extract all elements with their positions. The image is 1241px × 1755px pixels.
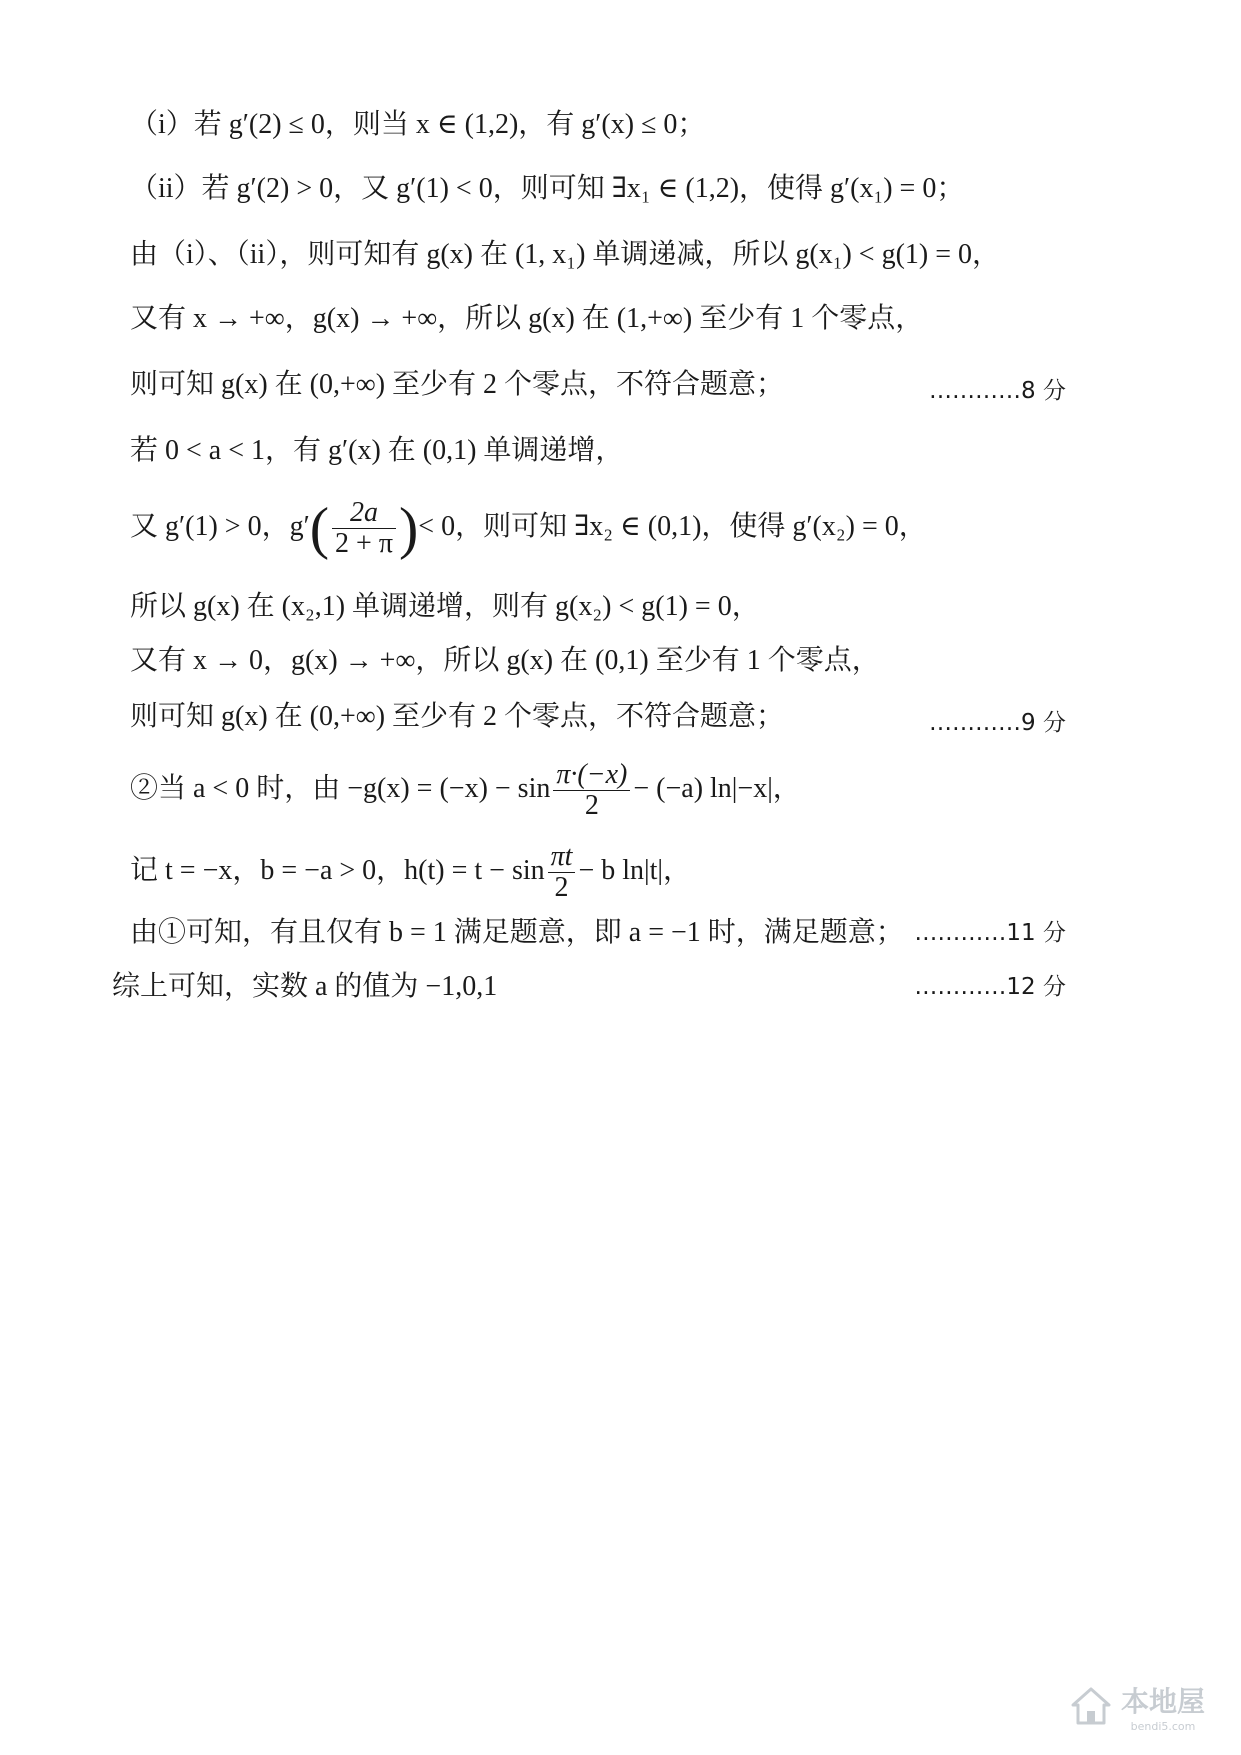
line-limit-zero: 又有 x → 0，g(x) → +∞，所以 g(x) 在 (0,1) 至少有 1 个零点， — [130, 645, 880, 676]
fraction-2a-over-2-plus-pi — [332, 498, 396, 559]
fraction-numerator: 2a — [332, 498, 396, 529]
line-conclusion-2: 则可知 g(x) 在 (0,+∞) 至少有 2 个零点，不符合题意； — [130, 701, 785, 732]
watermark-url: bendi5.com — [1130, 1720, 1196, 1733]
fraction-numerator: πt — [548, 842, 576, 873]
score-11: …………11 分 — [914, 920, 1066, 946]
line-unique-b: 由①可知，有且仅有 b = 1 满足题意，即 a = −1 时，满足题意； — [130, 917, 904, 948]
line-monotonic-decrease: 由（i）、（ii），则可知有 g(x) 在 (1, x₁) 单调递减，所以 g(x₁) < g(1) = 0， — [130, 239, 1001, 270]
line-limit-infinity: 又有 x → +∞，g(x) → +∞，所以 g(x) 在 (1,+∞) 至少有 1 个零点， — [130, 303, 924, 334]
line-substitution-text-b: − b ln|t|， — [578, 854, 692, 886]
fraction-denominator: 2 — [554, 872, 569, 903]
line-negative-text-b: − (−a) ln|−x|， — [633, 772, 801, 804]
watermark-name: 本地屋 — [1120, 1685, 1205, 1718]
score-9: …………9 分 — [929, 710, 1066, 736]
right-paren: ) — [398, 495, 419, 561]
line-derivative-text-a: 又 g′(1) > 0，g′ — [130, 510, 310, 542]
line-conclusion-1: 则可知 g(x) 在 (0,+∞) 至少有 2 个零点，不符合题意； — [130, 369, 785, 400]
line-derivative-text-b: < 0，则可知 ∃x₂ ∈ (0,1)，使得 g′(x₂) = 0， — [418, 510, 927, 542]
line-substitution — [130, 842, 691, 903]
fraction-pi-t-over-2 — [548, 842, 576, 903]
line-case-ii: （ii）若 g′(2) > 0，又 g′(1) < 0，则可知 ∃x₁ ∈ (1,2)，使得 g′(x₁) = 0； — [130, 173, 965, 204]
house-logo-icon — [1069, 1685, 1113, 1729]
line-case-a-negative — [130, 760, 801, 821]
fraction-denominator: 2 + π — [335, 528, 393, 559]
watermark-text — [1121, 1680, 1205, 1733]
line-case-i: （i）若 g′(2) ≤ 0，则当 x ∈ (1,2)，有 g′(x) ≤ 0； — [130, 109, 706, 140]
fraction-numerator: π·(−x) — [553, 760, 630, 791]
score-8: …………8 分 — [929, 378, 1066, 404]
line-substitution-text-a: 记 t = −x，b = −a > 0，h(t) = t − sin — [130, 854, 545, 886]
score-12: …………12 分 — [914, 974, 1066, 1000]
fraction-denominator: 2 — [584, 790, 599, 821]
line-derivative-fraction — [130, 495, 927, 561]
line-final-answer: 综上可知，实数 a 的值为 −1,0,1 — [112, 971, 498, 1002]
line-negative-text-a: ②当 a < 0 时，由 −g(x) = (−x) − sin — [130, 772, 551, 804]
line-monotonic-increase: 所以 g(x) 在 (x₂,1) 单调递增，则有 g(x₂) < g(1) = 0， — [130, 591, 760, 622]
line-case-a-between: 若 0 < a < 1，有 g′(x) 在 (0,1) 单调递增， — [130, 435, 624, 466]
left-paren: ( — [309, 495, 330, 561]
watermark — [1069, 1680, 1205, 1733]
fraction-pi-neg-x-over-2 — [553, 760, 630, 821]
